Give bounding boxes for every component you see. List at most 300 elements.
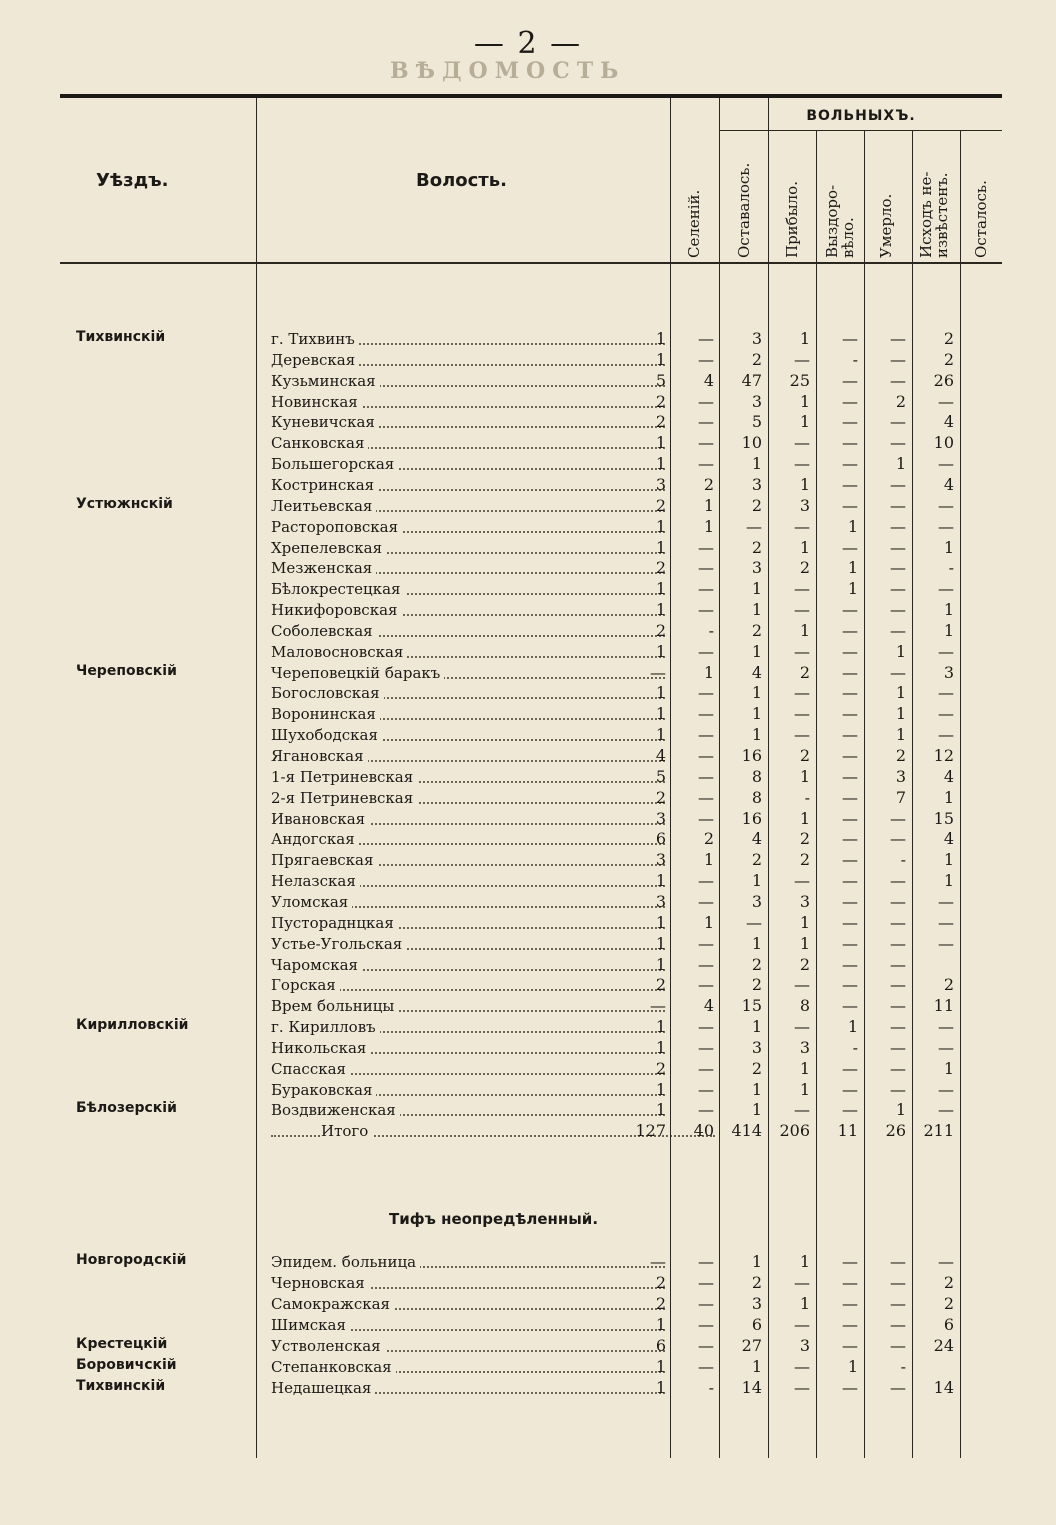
- value-cell-s: 2: [655, 1273, 666, 1292]
- value-cell-r: 1: [943, 620, 954, 640]
- volost-name: Богословская: [271, 684, 384, 702]
- value-cell-i: —: [890, 370, 906, 390]
- value-cell-v: 1: [799, 1058, 810, 1078]
- value-cell-v: 2: [799, 662, 810, 682]
- value-cell-r: —: [938, 516, 954, 536]
- value-cell-r: 4: [943, 474, 954, 494]
- value-cell-v: 8: [799, 996, 810, 1016]
- value-cell-o: 1: [703, 495, 714, 515]
- value-cell-o: 4: [703, 996, 714, 1016]
- value-cell-s: 1: [655, 516, 666, 536]
- volost-cell: [271, 1253, 665, 1271]
- value-cell-i: —: [890, 1315, 906, 1334]
- page-number: — 2 —: [473, 26, 583, 61]
- table-row: [60, 391, 1002, 411]
- value-cell-p: 3: [751, 1037, 762, 1057]
- table-row: [60, 1120, 1002, 1140]
- value-cell-u: —: [842, 620, 858, 640]
- table-row: [60, 1079, 1002, 1099]
- value-cell-p: 2: [751, 537, 762, 557]
- value-cell-i: —: [890, 1252, 906, 1271]
- volost-cell: [271, 1018, 665, 1036]
- table-row: [60, 1314, 1002, 1334]
- value-cell-i: —: [890, 871, 906, 891]
- volost-name: Спасская: [271, 1060, 350, 1078]
- volost-cell: [271, 976, 665, 994]
- volost-name: Мезженская: [271, 559, 376, 577]
- value-cell-p: 3: [751, 474, 762, 494]
- value-cell-o: —: [698, 1273, 714, 1292]
- value-cell-i: —: [890, 516, 906, 536]
- volost-name: Степанковская: [271, 1358, 396, 1376]
- value-cell-u: —: [842, 725, 858, 745]
- value-cell-v: 2: [799, 829, 810, 849]
- value-cell-s: 2: [655, 787, 666, 807]
- value-cell-u: —: [842, 954, 858, 974]
- uezd-cell: Тихвинскій: [76, 329, 166, 345]
- value-cell-v: —: [794, 641, 810, 661]
- volost-name: Череповецкій баракъ: [271, 664, 444, 682]
- value-cell-v: 2: [799, 558, 810, 578]
- volost-cell: [271, 1039, 665, 1057]
- value-cell-s: 1: [655, 1357, 666, 1376]
- value-cell-i: —: [890, 1273, 906, 1292]
- value-cell-o: —: [698, 704, 714, 724]
- value-cell-o: —: [698, 1336, 714, 1355]
- value-cell-p: 2: [751, 975, 762, 995]
- volost-name: Санковская: [271, 434, 368, 452]
- volost-cell: [271, 684, 665, 702]
- table-row: [60, 954, 1002, 974]
- volost-cell: [271, 726, 665, 744]
- value-cell-v: 1: [799, 1252, 810, 1271]
- table-row: [60, 1016, 1002, 1036]
- table-row: [60, 1251, 1002, 1271]
- value-cell-r: 3: [943, 662, 954, 682]
- volost-cell: [271, 497, 665, 515]
- table-row: [60, 578, 1002, 598]
- value-cell-p: 414: [731, 1121, 762, 1141]
- value-cell-i: —: [890, 412, 906, 432]
- volost-cell: [271, 539, 665, 557]
- value-cell-r: —: [938, 933, 954, 953]
- volost-cell: [271, 351, 665, 369]
- section-title-typhus: Тифъ неопредѣленный.: [388, 1210, 599, 1228]
- value-cell-u: —: [842, 683, 858, 703]
- table-row: [60, 370, 1002, 390]
- value-cell-o: 1: [703, 912, 714, 932]
- value-cell-r: —: [938, 704, 954, 724]
- header-ostalos: Осталось.: [972, 180, 990, 258]
- uezd-cell: Устюжнскій: [76, 495, 173, 512]
- volost-cell: [271, 893, 665, 911]
- table-row: [60, 745, 1002, 765]
- value-cell-v: 3: [799, 495, 810, 515]
- table-row: [60, 933, 1002, 953]
- value-cell-s: 2: [655, 1294, 666, 1313]
- value-cell-s: 3: [655, 850, 666, 870]
- value-cell-u: —: [842, 1058, 858, 1078]
- value-cell-v: 1: [799, 474, 810, 494]
- value-cell-o: 2: [703, 829, 714, 849]
- value-cell-o: —: [698, 1294, 714, 1313]
- value-cell-p: 1: [751, 1017, 762, 1037]
- value-cell-s: 1: [655, 1017, 666, 1037]
- value-cell-u: —: [842, 871, 858, 891]
- value-cell-s: 2: [655, 495, 666, 515]
- value-cell-o: —: [698, 1079, 714, 1099]
- value-cell-u: —: [842, 370, 858, 390]
- value-cell-i: —: [890, 1037, 906, 1057]
- value-cell-p: 2: [751, 1058, 762, 1078]
- value-cell-s: 2: [655, 558, 666, 578]
- value-cell-v: 25: [789, 370, 810, 390]
- value-cell-r: —: [938, 495, 954, 515]
- value-cell-s: 5: [655, 370, 666, 390]
- value-cell-u: —: [842, 829, 858, 849]
- value-cell-i: —: [890, 912, 906, 932]
- value-cell-u: 1: [847, 558, 858, 578]
- value-cell-u: 1: [847, 1357, 858, 1376]
- value-cell-r: 11: [933, 996, 954, 1016]
- value-cell-p: 1: [751, 683, 762, 703]
- value-cell-o: —: [698, 1037, 714, 1057]
- value-cell-r: 4: [943, 829, 954, 849]
- value-cell-p: 47: [741, 370, 762, 390]
- value-cell-u: —: [842, 495, 858, 515]
- volost-cell: [271, 768, 665, 786]
- volost-cell: [271, 997, 665, 1015]
- value-cell-i: 1: [895, 683, 906, 703]
- table-row: [60, 891, 1002, 911]
- value-cell-s: 1: [655, 1037, 666, 1057]
- value-cell-r: —: [938, 391, 954, 411]
- volost-name: Черновская: [271, 1274, 369, 1292]
- volost-name: Костринская: [271, 476, 378, 494]
- value-cell-u: -: [852, 1037, 858, 1057]
- volost-name: Нелазская: [271, 872, 360, 890]
- value-cell-i: —: [890, 558, 906, 578]
- value-cell-s: 1: [655, 1100, 666, 1120]
- table-row: [60, 474, 1002, 494]
- value-cell-v: —: [794, 1273, 810, 1292]
- value-cell-u: —: [842, 1100, 858, 1120]
- value-cell-o: —: [698, 329, 714, 348]
- value-cell-u: —: [842, 891, 858, 911]
- volost-cell: [271, 455, 665, 473]
- value-cell-i: —: [890, 474, 906, 494]
- volost-name: Самокражская: [271, 1295, 394, 1313]
- volost-name: Никольская: [271, 1039, 370, 1057]
- volost-name: Никифоровская: [271, 601, 401, 619]
- value-cell-i: —: [890, 1058, 906, 1078]
- table-row: [60, 432, 1002, 452]
- volost-name: Воронинская: [271, 705, 380, 723]
- value-cell-i: 1: [895, 641, 906, 661]
- value-cell-v: 3: [799, 891, 810, 911]
- value-cell-r: 12: [933, 746, 954, 765]
- header-volost: Волость.: [416, 170, 507, 191]
- value-cell-r: 10: [933, 433, 954, 453]
- value-cell-p: 8: [751, 787, 762, 807]
- volost-name: Хрепелевская: [271, 539, 386, 557]
- value-cell-v: —: [794, 975, 810, 995]
- value-cell-i: —: [890, 662, 906, 682]
- value-cell-u: —: [842, 1378, 858, 1397]
- value-cell-u: 1: [847, 516, 858, 536]
- value-cell-r: 2: [943, 975, 954, 995]
- volost-cell: [271, 622, 665, 640]
- value-cell-i: 1: [895, 725, 906, 745]
- value-cell-p: 1: [751, 1100, 762, 1120]
- value-cell-u: 11: [837, 1121, 858, 1141]
- value-cell-s: 127: [635, 1121, 666, 1141]
- value-cell-i: 7: [895, 787, 906, 807]
- value-cell-u: 1: [847, 1017, 858, 1037]
- header-seleniy: Селеній.: [685, 189, 703, 258]
- table-row: [60, 995, 1002, 1015]
- value-cell-s: 1: [655, 912, 666, 932]
- value-cell-s: 6: [655, 1336, 666, 1355]
- value-cell-s: 1: [655, 349, 666, 369]
- value-cell-v: —: [794, 600, 810, 620]
- value-cell-u: 1: [847, 579, 858, 599]
- value-cell-v: -: [804, 787, 810, 807]
- value-cell-r: 1: [943, 850, 954, 870]
- value-cell-o: -: [708, 1378, 714, 1397]
- table-row: [60, 703, 1002, 723]
- value-cell-v: —: [794, 704, 810, 724]
- value-cell-u: —: [842, 600, 858, 620]
- value-cell-i: 1: [895, 1100, 906, 1120]
- uezd-cell: Боровичскій: [76, 1357, 177, 1373]
- value-cell-i: —: [890, 808, 906, 828]
- volost-cell: [271, 1337, 665, 1355]
- value-cell-o: —: [698, 725, 714, 745]
- value-cell-i: —: [890, 600, 906, 620]
- value-cell-p: 3: [751, 891, 762, 911]
- value-cell-v: 3: [799, 1037, 810, 1057]
- value-cell-o: —: [698, 641, 714, 661]
- value-cell-o: 2: [703, 474, 714, 494]
- value-cell-v: 2: [799, 954, 810, 974]
- value-cell-v: 1: [799, 329, 810, 348]
- table-row: [60, 662, 1002, 682]
- value-cell-p: —: [746, 516, 762, 536]
- value-cell-p: 1: [751, 600, 762, 620]
- value-cell-i: —: [890, 1294, 906, 1313]
- value-cell-o: 4: [703, 370, 714, 390]
- table-row: [60, 849, 1002, 869]
- value-cell-s: 1: [655, 704, 666, 724]
- value-cell-p: 1: [751, 454, 762, 474]
- value-cell-s: 1: [655, 1315, 666, 1334]
- value-cell-p: 1: [751, 704, 762, 724]
- value-cell-r: 14: [933, 1378, 954, 1397]
- value-cell-i: -: [900, 1357, 906, 1376]
- value-cell-i: —: [890, 579, 906, 599]
- value-cell-v: 1: [799, 1079, 810, 1099]
- value-cell-s: 1: [655, 579, 666, 599]
- header-ishod: Исходъ не- извѣстенъ.: [917, 171, 951, 258]
- volost-cell: [271, 393, 665, 411]
- value-cell-o: —: [698, 600, 714, 620]
- value-cell-s: 1: [655, 433, 666, 453]
- value-cell-o: —: [698, 412, 714, 432]
- value-cell-s: 1: [655, 871, 666, 891]
- value-cell-u: —: [842, 766, 858, 786]
- group-rule: [719, 130, 1002, 131]
- value-cell-s: —: [650, 662, 666, 682]
- volost-name: Куневичская: [271, 413, 379, 431]
- table-row: [60, 1356, 1002, 1376]
- bleed-through-heading: ВѢДОМОСТЬ: [390, 58, 626, 84]
- volost-cell: [271, 1060, 665, 1078]
- value-cell-s: 1: [655, 1079, 666, 1099]
- value-cell-p: 1: [751, 933, 762, 953]
- table-row: [60, 557, 1002, 577]
- value-cell-s: 2: [655, 412, 666, 432]
- value-cell-i: —: [890, 495, 906, 515]
- value-cell-s: 3: [655, 808, 666, 828]
- value-cell-o: —: [698, 1252, 714, 1271]
- value-cell-p: 2: [751, 495, 762, 515]
- value-cell-o: —: [698, 1017, 714, 1037]
- value-cell-o: -: [708, 620, 714, 640]
- value-cell-i: —: [890, 349, 906, 369]
- value-cell-u: —: [842, 704, 858, 724]
- value-cell-r: —: [938, 454, 954, 474]
- value-cell-r: 1: [943, 1058, 954, 1078]
- value-cell-u: —: [842, 454, 858, 474]
- value-cell-v: 1: [799, 766, 810, 786]
- value-cell-u: —: [842, 1294, 858, 1313]
- value-cell-u: —: [842, 391, 858, 411]
- table-row: [60, 328, 1002, 348]
- table-row: [60, 495, 1002, 515]
- value-cell-p: 3: [751, 391, 762, 411]
- volost-name: Чаромская: [271, 956, 362, 974]
- volost-name: Шимская: [271, 1316, 350, 1334]
- volost-cell: [271, 851, 665, 869]
- value-cell-v: 1: [799, 808, 810, 828]
- value-cell-i: —: [890, 1378, 906, 1397]
- value-cell-i: —: [890, 329, 906, 348]
- value-cell-r: —: [938, 725, 954, 745]
- value-cell-v: —: [794, 1378, 810, 1397]
- uezd-cell: Череповскій: [76, 662, 177, 679]
- value-cell-o: —: [698, 766, 714, 786]
- volost-name: Врем больницы: [271, 997, 398, 1015]
- volost-cell: [271, 664, 665, 682]
- volost-name: Итого: [321, 1122, 372, 1140]
- volost-cell: [271, 518, 665, 536]
- value-cell-s: 2: [655, 1058, 666, 1078]
- volost-name: Большегорская: [271, 455, 398, 473]
- volost-cell: [271, 372, 665, 390]
- volost-name: Маловосновская: [271, 643, 407, 661]
- table-row: [60, 1272, 1002, 1292]
- volost-name: Устье-Угольская: [271, 935, 406, 953]
- value-cell-u: —: [842, 641, 858, 661]
- value-cell-p: 8: [751, 766, 762, 786]
- value-cell-r: 1: [943, 871, 954, 891]
- value-cell-u: —: [842, 1315, 858, 1334]
- value-cell-r: —: [938, 579, 954, 599]
- value-cell-r: 211: [923, 1121, 954, 1141]
- value-cell-p: 1: [751, 1357, 762, 1376]
- value-cell-i: —: [890, 1079, 906, 1099]
- value-cell-s: 6: [655, 829, 666, 849]
- value-cell-s: 4: [655, 746, 666, 765]
- value-cell-i: —: [890, 1017, 906, 1037]
- value-cell-o: 40: [693, 1121, 714, 1141]
- volost-cell: [271, 1295, 665, 1313]
- value-cell-s: 3: [655, 891, 666, 911]
- value-cell-v: —: [794, 1315, 810, 1334]
- value-cell-i: —: [890, 954, 906, 974]
- table-row: [60, 828, 1002, 848]
- volost-name: Ягановская: [271, 747, 368, 765]
- value-cell-i: —: [890, 829, 906, 849]
- header-group: ВОЛЬНЫХЪ.: [806, 108, 916, 124]
- volost-cell: [271, 810, 665, 828]
- value-cell-v: —: [794, 1017, 810, 1037]
- value-cell-r: 2: [943, 349, 954, 369]
- volost-cell: [271, 935, 665, 953]
- value-cell-u: —: [842, 329, 858, 348]
- value-cell-r: —: [938, 1017, 954, 1037]
- volost-name: Уломская: [271, 893, 352, 911]
- value-cell-p: 3: [751, 558, 762, 578]
- value-cell-o: —: [698, 933, 714, 953]
- value-cell-p: 1: [751, 1079, 762, 1099]
- volost-cell: [271, 956, 665, 974]
- volost-cell: [271, 434, 665, 452]
- volost-name: Бураковская: [271, 1081, 376, 1099]
- value-cell-o: —: [698, 579, 714, 599]
- value-cell-s: 2: [655, 975, 666, 995]
- value-cell-s: 1: [655, 725, 666, 745]
- volost-cell: [271, 705, 665, 723]
- value-cell-u: —: [842, 537, 858, 557]
- value-cell-v: —: [794, 579, 810, 599]
- volost-cell: [271, 330, 665, 348]
- value-cell-v: 1: [799, 412, 810, 432]
- volost-cell: [271, 476, 665, 494]
- value-cell-i: 2: [895, 391, 906, 411]
- value-cell-r: —: [938, 1037, 954, 1057]
- value-cell-i: —: [890, 1336, 906, 1355]
- table-row: [60, 349, 1002, 369]
- volost-name: Леитьевская: [271, 497, 376, 515]
- value-cell-p: 4: [751, 662, 762, 682]
- volost-name: Устволенская: [271, 1337, 385, 1355]
- table-row: [60, 1099, 1002, 1119]
- value-cell-u: —: [842, 808, 858, 828]
- value-cell-v: —: [794, 454, 810, 474]
- table-row: [60, 808, 1002, 828]
- value-cell-v: 3: [799, 1336, 810, 1355]
- value-cell-p: 14: [741, 1378, 762, 1397]
- value-cell-r: —: [938, 912, 954, 932]
- value-cell-o: —: [698, 1100, 714, 1120]
- value-cell-o: —: [698, 1315, 714, 1334]
- volost-cell: [271, 1316, 665, 1334]
- table-row: [60, 411, 1002, 431]
- value-cell-o: —: [698, 454, 714, 474]
- value-cell-p: 5: [751, 412, 762, 432]
